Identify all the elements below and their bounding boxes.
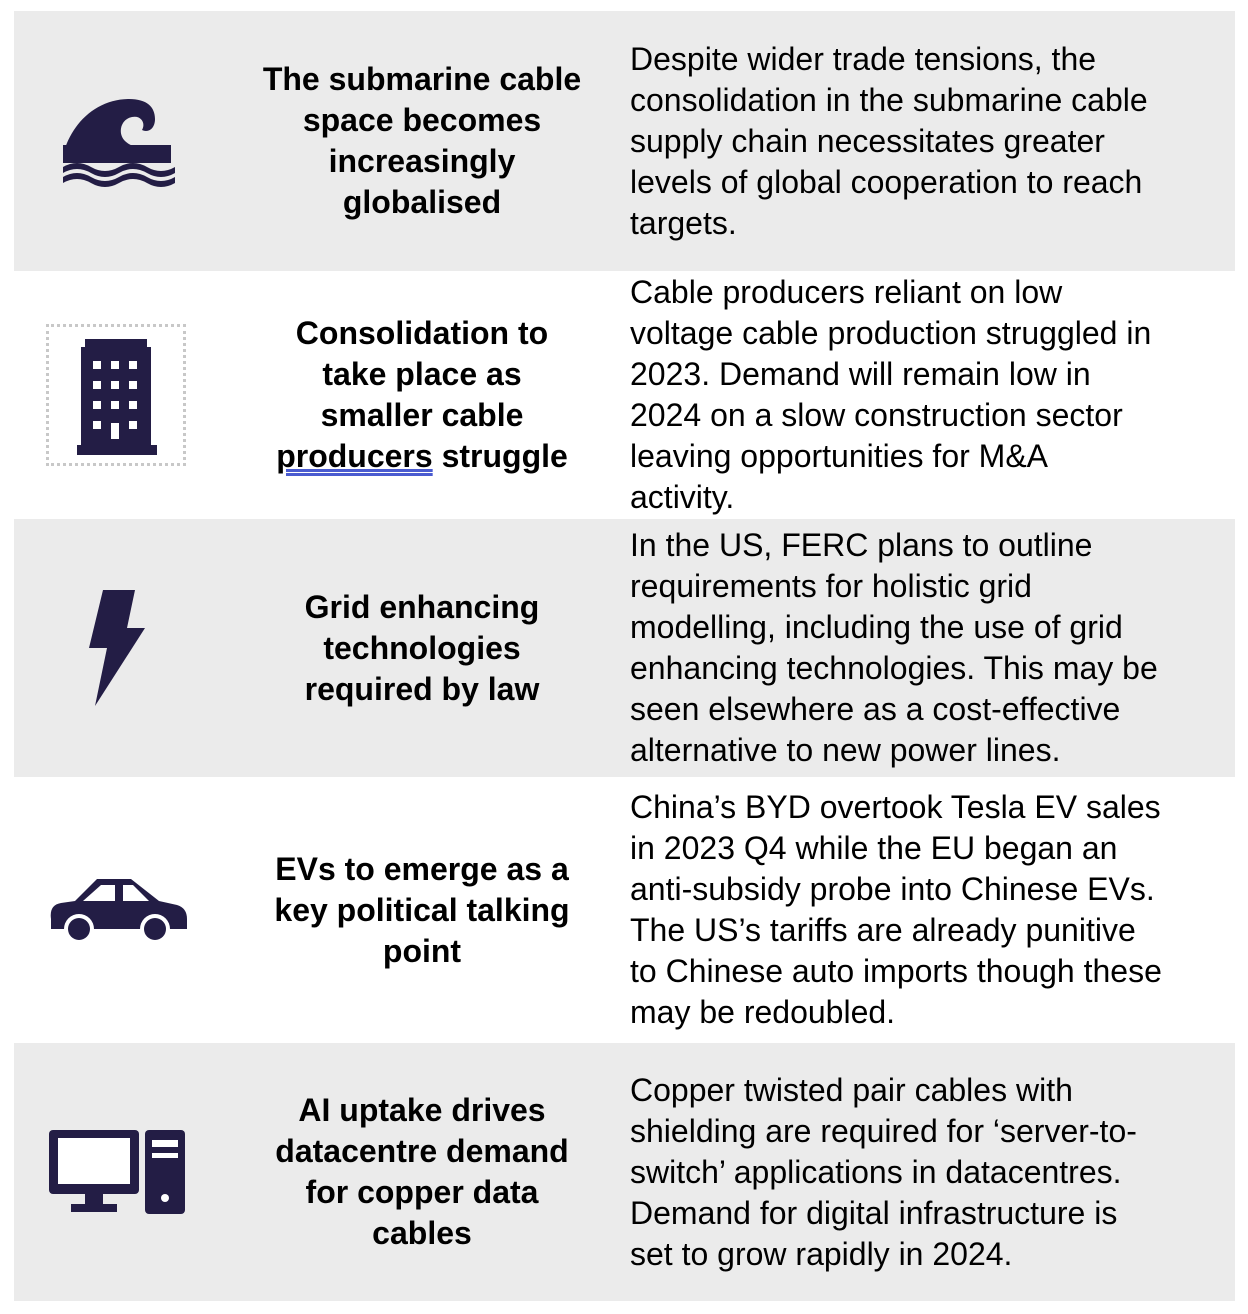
- row-title: Grid enhancing technologies required by law: [304, 588, 540, 707]
- table-row: [14, 271, 1235, 519]
- row-description: Cable producers reliant on low voltage cable production struggled in 2023. Demand will remain low in 2024 on a slow construction sector leaving opportunities for M&A activity.: [630, 274, 1152, 515]
- office-building-icon: [77, 335, 157, 455]
- row-title-part: Consolidation to take place as smaller cable: [295, 315, 549, 433]
- table-row: [14, 519, 1235, 777]
- title-cell: [239, 271, 605, 519]
- row-description: Despite wider trade tensions, the consolidation in the submarine cable supply chain necessitates greater levels of global cooperation to reach targets.: [630, 40, 1148, 241]
- row-title-part: struggle: [432, 438, 568, 474]
- row-description: China’s BYD overtook Tesla EV sales in 2023 Q4 while the EU began an anti-subsidy probe into Chinese EVs. The US’s tariffs are already punitive to Chinese auto imports though these may be redoubled.: [630, 789, 1162, 1030]
- description-cell: [630, 519, 1230, 777]
- icon-cell: [14, 271, 219, 519]
- row-description: Copper twisted pair cables with shielding are required for ‘server-to- switch’ applications in datacentres. Demand for digital infrastructure is set to grow rapidly in 2024.: [630, 1071, 1137, 1272]
- row-description: In the US, FERC plans to outline requirements for holistic grid modelling, including the use of grid enhancing technologies. This may be seen elsewhere as a cost-effective alternative to new power lines.: [630, 527, 1158, 768]
- wave-icon: [59, 95, 175, 187]
- row-title: EVs to emerge as a key political talking point: [274, 850, 570, 969]
- title-cell: [239, 1043, 605, 1301]
- table-row: [14, 777, 1235, 1043]
- description-cell: [630, 1043, 1230, 1301]
- row-title: The submarine cable space becomes increasingly globalised: [262, 61, 582, 220]
- icon-cell: [14, 777, 219, 1043]
- car-icon: [45, 875, 189, 945]
- title-cell: [239, 777, 605, 1043]
- row-title: [276, 313, 568, 477]
- table-row: [14, 1043, 1235, 1301]
- row-title-underlined-word: producers: [276, 438, 433, 474]
- lightning-bolt-icon: [87, 590, 147, 706]
- icon-cell: [14, 519, 219, 777]
- description-cell: [630, 11, 1230, 271]
- description-cell: [630, 271, 1230, 519]
- description-cell: [630, 777, 1230, 1043]
- table-row: [14, 11, 1235, 271]
- title-cell: [239, 11, 605, 271]
- row-title: AI uptake drives datacentre demand for copper data cables: [275, 1092, 569, 1251]
- icon-cell: [14, 11, 219, 271]
- trends-table: [14, 11, 1235, 1301]
- title-cell: [239, 519, 605, 777]
- desktop-computer-icon: [47, 1128, 187, 1216]
- icon-cell: [14, 1043, 219, 1301]
